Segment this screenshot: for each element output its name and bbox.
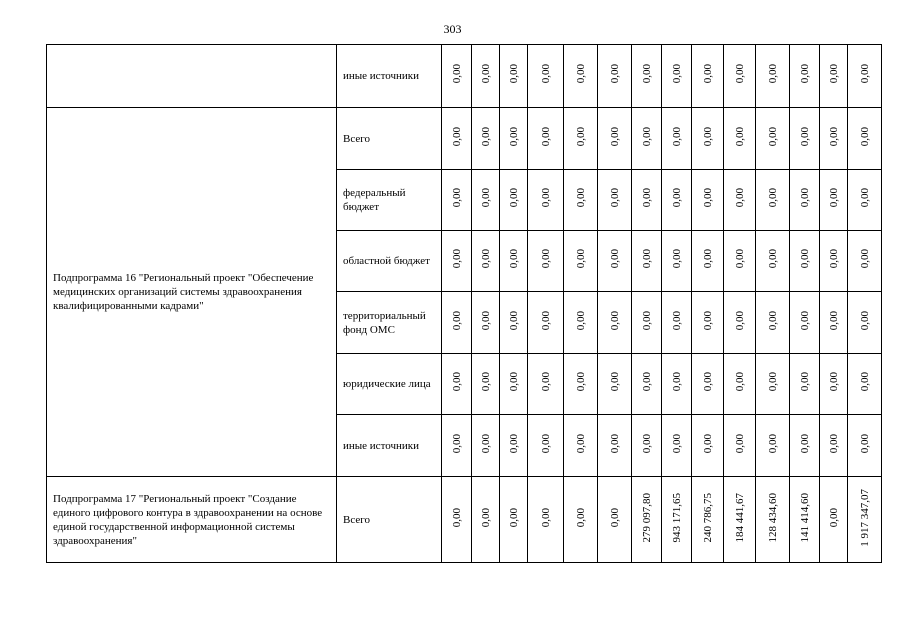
value-cell: 141 414,60: [790, 477, 820, 563]
value-cell: 0,00: [848, 45, 882, 108]
value-cell: 0,00: [790, 170, 820, 231]
value-cell: 0,00: [790, 45, 820, 108]
value-cell: 240 786,75: [692, 477, 724, 563]
value-cell: 0,00: [756, 45, 790, 108]
value-cell: 0,00: [724, 354, 756, 415]
value-cell: 0,00: [528, 477, 564, 563]
value-cell: 0,00: [598, 354, 632, 415]
value-cell: 0,00: [820, 231, 848, 292]
program-cell: Подпрограмма 16 "Региональный проект "Обеспечение медицинских организаций системы здравоохранения квалифицированными кадрами": [47, 108, 337, 477]
value-cell: 0,00: [820, 354, 848, 415]
value-cell: 0,00: [442, 354, 472, 415]
value-cell: 0,00: [724, 231, 756, 292]
table-row: [47, 477, 882, 563]
value-cell: 0,00: [756, 415, 790, 477]
value-cell: 0,00: [564, 108, 598, 170]
value-cell: 0,00: [848, 170, 882, 231]
value-cell: 0,00: [820, 170, 848, 231]
value-cell: 0,00: [724, 170, 756, 231]
source-cell: Всего: [337, 477, 442, 563]
value-cell: 0,00: [528, 108, 564, 170]
value-cell: 0,00: [442, 415, 472, 477]
value-cell: 0,00: [500, 170, 528, 231]
value-cell: 0,00: [692, 108, 724, 170]
value-cell: 0,00: [598, 45, 632, 108]
value-cell: 279 097,80: [632, 477, 662, 563]
value-cell: 0,00: [692, 45, 724, 108]
value-cell: 0,00: [472, 292, 500, 354]
value-cell: 0,00: [500, 477, 528, 563]
value-cell: 0,00: [598, 292, 632, 354]
value-cell: 0,00: [442, 292, 472, 354]
value-cell: 0,00: [528, 292, 564, 354]
value-cell: 0,00: [662, 354, 692, 415]
value-cell: 0,00: [692, 170, 724, 231]
program-cell: Подпрограмма 17 "Региональный проект "Создание единого цифрового контура в здравоохранении на основе единой государственной информационной системы здравоохранения": [47, 477, 337, 563]
value-cell: 0,00: [528, 231, 564, 292]
value-cell: 0,00: [442, 108, 472, 170]
value-cell: 0,00: [564, 292, 598, 354]
value-cell: 0,00: [528, 170, 564, 231]
value-cell: 0,00: [632, 170, 662, 231]
value-cell: 0,00: [848, 108, 882, 170]
value-cell: 0,00: [756, 292, 790, 354]
value-cell: 0,00: [564, 45, 598, 108]
value-cell: 184 441,67: [724, 477, 756, 563]
value-cell: 0,00: [500, 354, 528, 415]
value-cell: 0,00: [848, 231, 882, 292]
value-cell: 0,00: [528, 354, 564, 415]
value-cell: 0,00: [442, 170, 472, 231]
value-cell: 0,00: [724, 292, 756, 354]
value-cell: 0,00: [528, 415, 564, 477]
value-cell: 0,00: [472, 170, 500, 231]
value-cell: 0,00: [632, 108, 662, 170]
page-number: 303: [443, 22, 462, 36]
value-cell: 0,00: [564, 170, 598, 231]
value-cell: 0,00: [500, 45, 528, 108]
value-cell: 0,00: [820, 477, 848, 563]
value-cell: 0,00: [500, 415, 528, 477]
value-cell: 0,00: [632, 45, 662, 108]
value-cell: 0,00: [756, 108, 790, 170]
value-cell: 0,00: [692, 415, 724, 477]
value-cell: 0,00: [442, 231, 472, 292]
value-cell: 0,00: [692, 292, 724, 354]
value-cell: 0,00: [790, 415, 820, 477]
source-cell: федеральный бюджет: [337, 170, 442, 231]
value-cell: 0,00: [500, 108, 528, 170]
value-cell: 0,00: [598, 477, 632, 563]
value-cell: 0,00: [564, 354, 598, 415]
value-cell: 0,00: [500, 231, 528, 292]
value-cell: 1 917 347,07: [848, 477, 882, 563]
value-cell: 0,00: [692, 231, 724, 292]
source-cell: территориальный фонд ОМС: [337, 292, 442, 354]
value-cell: 0,00: [632, 231, 662, 292]
value-cell: 0,00: [724, 415, 756, 477]
source-cell: юридические лица: [337, 354, 442, 415]
value-cell: 0,00: [564, 415, 598, 477]
value-cell: 0,00: [442, 477, 472, 563]
value-cell: 0,00: [472, 45, 500, 108]
value-cell: 943 171,65: [662, 477, 692, 563]
value-cell: 0,00: [848, 292, 882, 354]
value-cell: 0,00: [820, 292, 848, 354]
value-cell: 0,00: [598, 415, 632, 477]
value-cell: 0,00: [756, 170, 790, 231]
value-cell: 0,00: [598, 170, 632, 231]
value-cell: 0,00: [724, 45, 756, 108]
value-cell: 0,00: [848, 415, 882, 477]
value-cell: 128 434,60: [756, 477, 790, 563]
value-cell: 0,00: [662, 415, 692, 477]
source-cell: иные источники: [337, 415, 442, 477]
value-cell: 0,00: [756, 354, 790, 415]
value-cell: 0,00: [662, 45, 692, 108]
value-cell: 0,00: [662, 108, 692, 170]
source-cell: Всего: [337, 108, 442, 170]
value-cell: 0,00: [472, 354, 500, 415]
value-cell: 0,00: [472, 108, 500, 170]
value-cell: 0,00: [472, 231, 500, 292]
value-cell: 0,00: [848, 354, 882, 415]
value-cell: 0,00: [790, 354, 820, 415]
budget-table: [46, 44, 882, 563]
value-cell: 0,00: [598, 108, 632, 170]
table-row: [47, 45, 882, 108]
value-cell: 0,00: [598, 231, 632, 292]
value-cell: 0,00: [820, 415, 848, 477]
value-cell: 0,00: [564, 231, 598, 292]
value-cell: 0,00: [692, 354, 724, 415]
value-cell: 0,00: [632, 354, 662, 415]
value-cell: 0,00: [442, 45, 472, 108]
value-cell: 0,00: [662, 170, 692, 231]
value-cell: 0,00: [790, 292, 820, 354]
value-cell: 0,00: [564, 477, 598, 563]
value-cell: 0,00: [528, 45, 564, 108]
value-cell: 0,00: [500, 292, 528, 354]
value-cell: 0,00: [724, 108, 756, 170]
value-cell: 0,00: [756, 231, 790, 292]
value-cell: 0,00: [632, 415, 662, 477]
table-row: [47, 108, 882, 170]
value-cell: 0,00: [472, 477, 500, 563]
value-cell: 0,00: [820, 108, 848, 170]
value-cell: 0,00: [662, 231, 692, 292]
value-cell: 0,00: [472, 415, 500, 477]
value-cell: 0,00: [790, 231, 820, 292]
value-cell: 0,00: [820, 45, 848, 108]
value-cell: 0,00: [632, 292, 662, 354]
value-cell: 0,00: [790, 108, 820, 170]
value-cell: 0,00: [662, 292, 692, 354]
source-cell: областной бюджет: [337, 231, 442, 292]
program-cell: [47, 45, 337, 108]
source-cell: иные источники: [337, 45, 442, 108]
